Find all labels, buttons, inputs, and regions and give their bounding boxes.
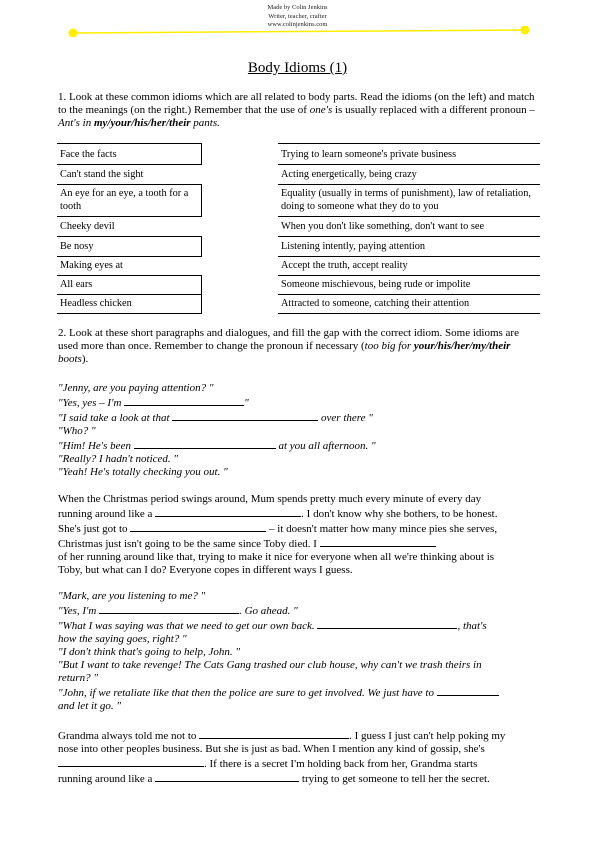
meaning-cell: Attracted to someone, catching their attention xyxy=(281,298,470,309)
meaning-cell: Acting energetically, being crazy xyxy=(281,169,417,180)
answer-blank[interactable] xyxy=(320,536,436,547)
task1-instructions: 1. Look at these common idioms which are all related to body parts. Read the idioms (on the left) and match to the meanings (on the right.) Remember that the use of one's is usually replaced with a different pronoun – Ant's in my/your/his/her/their pants. xyxy=(58,91,535,129)
idioms-table xyxy=(57,143,202,313)
answer-blank[interactable] xyxy=(124,395,244,406)
answer-blank[interactable] xyxy=(155,771,299,782)
paragraph-1: When the Christmas period swings around, Mum spends pretty much every minute of every day running around like a . I don't know why she bothers, to be honest. She's just got to – it doesn't matter how many mince pies she serves, Christmas just isn't going to be the same since Toby died. I of her running around like that, trying to make it nice for everyone when all we're thinking about is Toby, but what can I do? Everyone copes in different ways I guess. xyxy=(58,493,498,576)
meaning-cell: Listening intently, paying attention xyxy=(281,241,426,252)
idiom-cell: Be nosy xyxy=(60,241,94,252)
meaning-cell: Equality (usually in terms of punishment), law of retaliation, doing to someone what they do to you xyxy=(281,188,531,212)
meaning-cell: Someone mischievous, being rude or impolite xyxy=(281,279,471,290)
header-divider-line xyxy=(68,26,530,37)
idiom-cell: Face the facts xyxy=(60,149,117,160)
meaning-cell: Trying to learn someone's private business xyxy=(281,149,457,160)
answer-blank[interactable] xyxy=(199,728,349,739)
idiom-cell: All ears xyxy=(60,279,93,290)
answer-blank[interactable] xyxy=(58,756,204,767)
idiom-cell: Can't stand the sight xyxy=(60,169,144,180)
answer-blank[interactable] xyxy=(134,438,276,449)
answer-blank[interactable] xyxy=(172,410,318,421)
page-title: Body Idioms (1) xyxy=(247,60,348,76)
answer-blank[interactable] xyxy=(437,685,499,696)
right-dot-icon xyxy=(521,26,530,35)
answer-blank[interactable] xyxy=(155,506,301,517)
meaning-cell: When you don't like something, don't want to see xyxy=(281,221,485,232)
meaning-cell: Accept the truth, accept reality xyxy=(281,260,408,271)
answer-blank[interactable] xyxy=(317,618,457,629)
task2-instructions: 2. Look at these short paragraphs and dialogues, and fill the gap with the correct idiom. Some idioms are used more than once. Remember to change the pronoun if necessary (too big for your/his/her/my/their boots). xyxy=(58,327,519,365)
paragraph-2: Grandma always told me not to . I guess I just can't help poking my nose into other peoples business. But she is just as bad. When I mention any kind of gossip, she's . If there is a secret I'm holding back from her, Grandma starts running around like a trying to get someone to tell her the secret. xyxy=(58,730,506,785)
left-dot-icon xyxy=(69,29,78,38)
answer-blank[interactable] xyxy=(99,603,239,614)
idiom-cell: Cheeky devil xyxy=(60,221,115,232)
meanings-table xyxy=(278,143,540,313)
idiom-cell: An eye for an eye, a tooth for a tooth xyxy=(60,188,189,212)
author-name: Made by Colin Jenkins xyxy=(267,4,328,11)
idiom-cell: Making eyes at xyxy=(60,260,123,271)
answer-blank[interactable] xyxy=(130,521,266,532)
dialogue-2: "Mark, are you listening to me? " "Yes, I'm . Go ahead. " "What I was saying was that we need to get our own back. , that's how the saying goes, right? " "I don't think that's going to help, John. " "But I want to take revenge! The Cats Gang trashed our club house, why can't we trash theirs in return? " "John, if we retaliate like that then the police are sure to get involved. We just have to and let it go. " xyxy=(58,590,540,713)
idiom-cell: Headless chicken xyxy=(60,298,132,309)
author-website: www.colinjenkins.com xyxy=(267,21,328,28)
author-tagline: Writer, teacher, crafter xyxy=(268,12,327,20)
dialogue-1: "Jenny, are you paying attention? " "Yes, yes – I'm " "I said take a look at that over there " "Who? " "Him! He's been at you all afternoon. " "Really? I hadn't noticed. " "Yeah! He's totally checking you out. " xyxy=(58,382,376,478)
